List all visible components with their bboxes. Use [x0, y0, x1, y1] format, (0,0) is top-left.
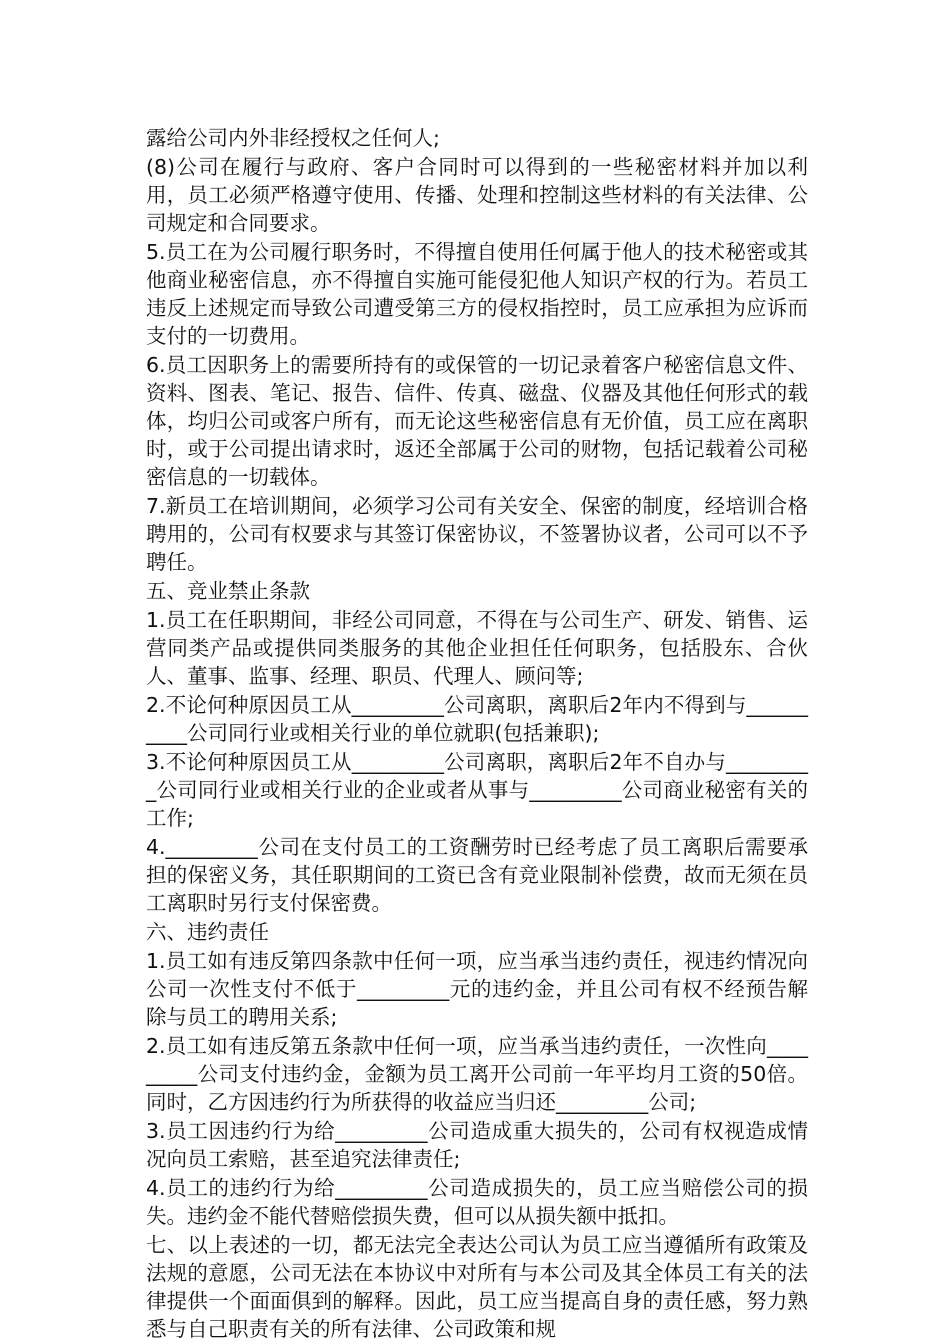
paragraph-clause-6-3: 3.员工因违约行为给_________公司造成重大损失的，公司有权视造成情况向员工索赔，甚至追究法律责任;: [146, 1119, 808, 1171]
section-heading-6: 六、违约责任: [146, 920, 269, 944]
paragraph-clause-5-2: 2.不论何种原因员工从_________公司离职，离职后2年内不得到与__________公司同行业或相关行业的单位就职(包括兼职);: [146, 693, 808, 745]
paragraph-clause-4-6: 6.员工因职务上的需要所持有的或保管的一切记录着客户秘密信息文件、资料、图表、笔记、报告、信件、传真、磁盘、仪器及其他任何形式的载体，均归公司或客户所有，而无论这些秘密信息有无价值，员工应在离职时，或于公司提出请求时，返还全部属于公司的财物，包括记载着公司秘密信息的一切载体。: [146, 353, 808, 489]
paragraph-clause-5-3: 3.不论何种原因员工从_________公司离职，离职后2年不自办与_________公司同行业或相关行业的企业或者从事与_________公司商业秘密有关的工作;: [146, 750, 808, 830]
paragraph-clause-5-4: 4._________公司在支付员工的工资酬劳时已经考虑了员工离职后需要承担的保密义务，其任职期间的工资已含有竞业限制补偿费，故而无须在员工离职时另行支付保密费。: [146, 835, 808, 915]
paragraph-section-7: 七、以上表述的一切，都无法完全表达公司认为员工应当遵循所有政策及法规的意愿，公司无法在本协议中对所有与本公司及其全体员工有关的法律提供一个面面俱到的解释。因此，员工应当提高自身的责任感，努力熟悉与自己职责有关的所有法律、公司政策和规: [146, 1233, 808, 1341]
document-page: [146, 124, 808, 1344]
paragraph-clause-4-7: 7.新员工在培训期间，必须学习公司有关安全、保密的制度，经培训合格聘用的，公司有权要求与其签订保密协议，不签署协议者，公司可以不予聘任。: [146, 494, 808, 574]
paragraph-clause-4-5: 5.员工在为公司履行职务时，不得擅自使用任何属于他人的技术秘密或其他商业秘密信息，亦不得擅自实施可能侵犯他人知识产权的行为。若员工违反上述规定而导致公司遭受第三方的侵权指控时，员工应承担为应诉而支付的一切费用。: [146, 240, 808, 348]
paragraph-clause-6-1: 1.员工如有违反第四条款中任何一项，应当承当违约责任，视违约情况向公司一次性支付不低于_________元的违约金，并且公司有权不经预告解除与员工的聘用关系;: [146, 949, 808, 1029]
paragraph-clause-6-4: 4.员工的违约行为给_________公司造成损失的，员工应当赔偿公司的损失。违约金不能代替赔偿损失费，但可以从损失额中抵扣。: [146, 1176, 808, 1228]
paragraph-clause-6-2: 2.员工如有违反第五条款中任何一项，应当承当违约责任，一次性向_________公司支付违约金，金额为员工离开公司前一年平均月工资的50倍。同时，乙方因违约行为所获得的收益应当归还_________公司;: [146, 1034, 808, 1114]
section-heading-5: 五、竞业禁止条款: [146, 579, 310, 603]
paragraph-item-7-tail: 露给公司内外非经授权之任何人;: [146, 126, 440, 150]
paragraph-item-8: (8)公司在履行与政府、客户合同时可以得到的一些秘密材料并加以利用，员工必须严格遵守使用、传播、处理和控制这些材料的有关法律、公司规定和合同要求。: [146, 155, 808, 235]
paragraph-clause-5-1: 1.员工在任职期间，非经公司同意，不得在与公司生产、研发、销售、运营同类产品或提供同类服务的其他企业担任任何职务，包括股东、合伙人、董事、监事、经理、职员、代理人、顾问等;: [146, 608, 808, 688]
